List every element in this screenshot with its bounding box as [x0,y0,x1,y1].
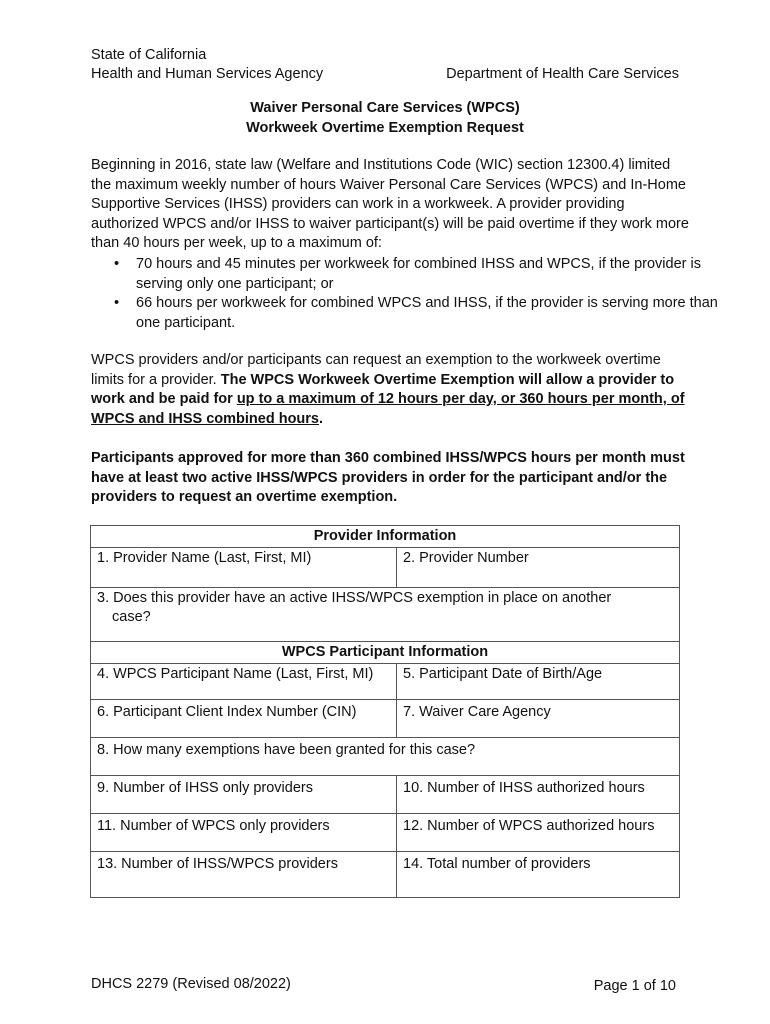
waiver-agency-field[interactable] [397,700,680,738]
agency-label: Health and Human Services Agency [91,66,324,82]
participant-cin-field[interactable] [91,700,397,738]
participant-section-heading: WPCS Participant Information [91,642,680,664]
active-exemption-field[interactable] [91,588,680,642]
provider-number-label: 2. Provider Number [403,550,529,566]
exemption-limit-text: up to a maximum of 12 hours per day, or 360 hours per month, of WPCS and IHSS combined hours [91,391,685,427]
form-id: DHCS 2279 (Revised 08/2022) [91,976,291,992]
provider-name-label: 1. Provider Name (Last, First, MI) [97,550,312,566]
page-number: Page 1 of 10 [593,978,676,994]
exemption-bold-text: The WPCS Workweek Overtime Exemption will allow a provider to work and be paid for [91,371,675,407]
exemptions-granted-label: 8. How many exemptions have been granted for this case? [97,742,476,758]
total-providers-field[interactable] [397,852,680,898]
exemption-paragraph [91,351,691,429]
department-label: Department of Health Care Services [446,66,679,82]
participant-dob-field[interactable] [397,664,680,700]
requirement-paragraph: Participants approved for more than 360 combined IHSS/WPCS hours per month must have at least two active IHSS/WPCS providers in order for the participant and/or the providers to request an overtime exemption. [91,450,685,505]
participant-cin-label: 6. Participant Client Index Number (CIN) [97,704,357,720]
provider-section-heading: Provider Information [91,526,680,548]
wpcs-only-providers-label: 11. Number of WPCS only providers [97,818,330,834]
ihss-only-providers-label: 9. Number of IHSS only providers [97,780,313,796]
overtime-limits-list [91,255,736,333]
state-label: State of California [91,47,207,63]
page-title [0,98,770,138]
participant-dob-label: 5. Participant Date of Birth/Age [403,666,603,682]
active-exemption-label-2: case? [112,609,151,625]
provider-number-field[interactable] [397,548,680,588]
wpcs-hours-field[interactable] [397,814,680,852]
header-left [91,46,323,84]
waiver-agency-label: 7. Waiver Care Agency [403,704,551,720]
total-providers-label: 14. Total number of providers [403,856,591,872]
ihss-wpcs-providers-field[interactable] [91,852,397,898]
exemption-form-table [90,525,680,898]
ihss-wpcs-providers-label: 13. Number of IHSS/WPCS providers [97,856,338,872]
exemption-text: WPCS providers and/or participants can request an exemption to the workweek overtime limits for a provider. [91,352,661,388]
list-item: • 70 hours and 45 minutes per workweek for combined IHSS and WPCS, if the provider is serving only one participant; or [136,255,736,294]
ihss-hours-label: 10. Number of IHSS authorized hours [403,780,645,796]
participant-name-field[interactable] [91,664,397,700]
title-line-1: Waiver Personal Care Services (WPCS) [250,100,520,116]
ihss-hours-field[interactable] [397,776,680,814]
wpcs-hours-label: 12. Number of WPCS authorized hours [403,818,655,834]
list-item: • 66 hours per workweek for combined WPCS and IHSS, if the provider is serving more than one participant. [136,294,736,333]
wpcs-only-providers-field[interactable] [91,814,397,852]
title-line-2: Workweek Overtime Exemption Request [246,120,524,136]
exemption-end: . [319,410,324,427]
participant-name-label: 4. WPCS Participant Name (Last, First, MI) [97,666,374,682]
intro-paragraph: Beginning in 2016, state law (Welfare and Institutions Code (WIC) section 12300.4) limited the maximum weekly number of hours Waiver Personal Care Services (WPCS) and In-Home Supportive Services (IHSS) providers can work in a workweek. A provider providing authorized WPCS and/or IHSS to waiver participant(s) will be paid overtime if they work more than 40 hours per week, up to a maximum of: [91,157,689,251]
exemptions-granted-field[interactable] [91,738,680,776]
ihss-only-providers-field[interactable] [91,776,397,814]
provider-name-field[interactable] [91,548,397,588]
active-exemption-label-1: 3. Does this provider have an active IHSS/WPCS exemption in place on another [97,590,612,606]
